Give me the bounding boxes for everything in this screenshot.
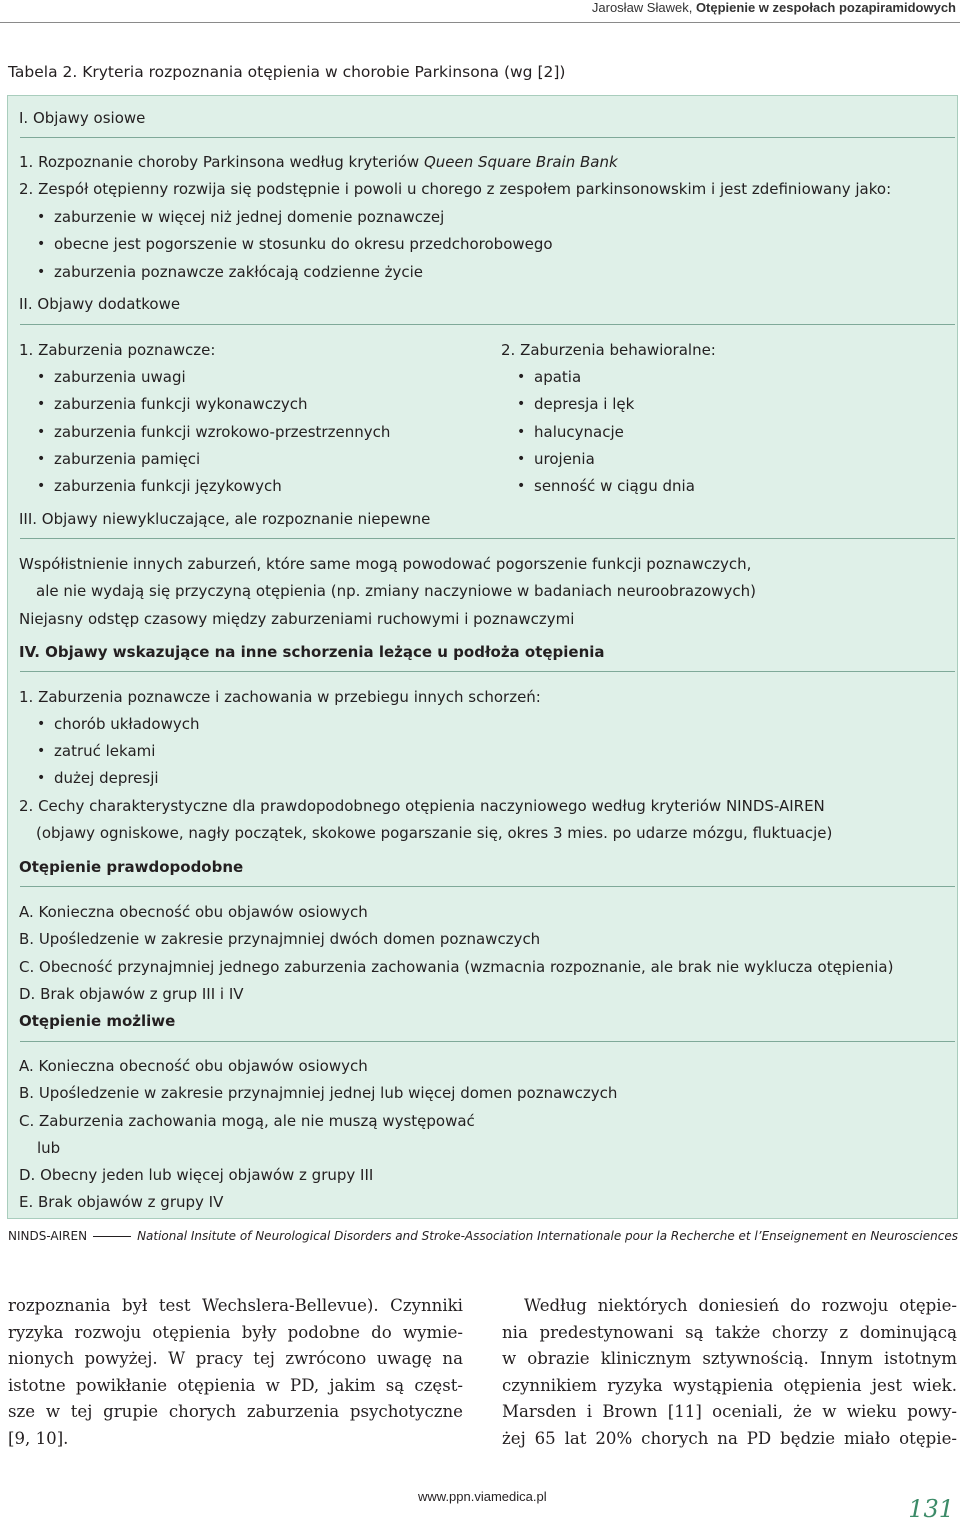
- body-line: nia predestynowani są także chorzy z dominującą: [502, 1322, 957, 1342]
- cognitive-disorder-item: • zaburzenia funkcji wykonawczych: [54, 394, 308, 414]
- body-line: Według niektórych doniesień do rozwoju otępie-: [524, 1296, 957, 1315]
- body-line: nionych powyżej. W pracy tej zwrócono uwagę na: [8, 1349, 463, 1368]
- behavioral-disorder-item: • apatia: [534, 367, 581, 387]
- section-2-title: II. Objawy dodatkowe: [19, 295, 181, 313]
- table-footnote: [8, 1228, 958, 1244]
- section-3-line: Współistnienie innych zaburzeń, które same mogą powodować pogorszenie funkcji poznawczych,: [19, 555, 752, 573]
- probable-dementia-criterion: A. Konieczna obecność obu objawów osiowych: [19, 903, 368, 921]
- cognitive-disorders-title: 1. Zaburzenia poznawcze:: [19, 341, 216, 359]
- page-number: 131: [908, 1495, 954, 1523]
- possible-dementia-criterion: E. Brak objawów z grupy IV: [19, 1193, 224, 1211]
- body-line: żej 65 lat 20% chorych na PD będzie miało otępie-: [502, 1428, 957, 1448]
- section-4-bullet: • zatruć lekami: [54, 741, 155, 761]
- behavioral-disorder-item: • halucynacje: [534, 422, 624, 442]
- section-1-bullet: • zaburzenie w więcej niż jednej domenie poznawczej: [54, 207, 444, 227]
- section-4-item-1: 1. Zaburzenia poznawcze i zachowania w przebiegu innych schorzeń:: [19, 688, 541, 706]
- section-2-rule: [20, 324, 955, 325]
- body-line: [9, 10].: [8, 1428, 69, 1448]
- section-4-bullet: • chorób układowych: [54, 714, 199, 734]
- behavioral-disorders-title: 2. Zaburzenia behawioralne:: [501, 341, 716, 359]
- section-3-rule: [20, 538, 955, 539]
- table-caption: Tabela 2. Kryteria rozpoznania otępienia w chorobie Parkinsona (wg [2]): [8, 63, 566, 81]
- body-column-left: [8, 1293, 463, 1452]
- section-1-rule: [20, 137, 955, 138]
- running-head-author: Jarosław Sławek,: [591, 0, 696, 15]
- section-1-item-2: 2. Zespół otępienny rozwija się podstępnie i powoli u chorego z zespołem parkinsonowskim i jest zdefiniowany jako:: [19, 180, 892, 198]
- body-line: Marsden i Brown [11] oceniali, że w wieku powy-: [502, 1402, 957, 1421]
- cognitive-disorder-item: • zaburzenia pamięci: [54, 449, 200, 469]
- behavioral-disorder-item: • depresja i lęk: [534, 394, 634, 414]
- probable-dementia-criterion: B. Upośledzenie w zakresie przynajmniej dwóch domen poznawczych: [19, 930, 541, 948]
- cognitive-disorder-item: • zaburzenia funkcji językowych: [54, 476, 282, 496]
- cognitive-disorder-item: • zaburzenia uwagi: [54, 367, 186, 387]
- body-line: w obrazie klinicznym sztywnością. Innym istotnym: [502, 1349, 957, 1368]
- possible-dementia-criterion: A. Konieczna obecność obu objawów osiowych: [19, 1057, 368, 1075]
- possible-dementia-criterion: D. Obecny jeden lub więcej objawów z grupy III: [19, 1166, 374, 1184]
- section-4-title: IV. Objawy wskazujące na inne schorzenia leżące u podłoża otępienia: [19, 643, 605, 661]
- probable-dementia-criterion: C. Obecność przynajmniej jednego zaburzenia zachowania (wzmacnia rozpoznanie, ale brak nie wyklucza otępienia): [19, 958, 894, 976]
- section-1-bullet: • obecne jest pogorszenie w stosunku do okresu przedchorobowego: [54, 234, 553, 254]
- probable-dementia-criterion: D. Brak objawów z grup III i IV: [19, 985, 244, 1003]
- section-1-title: I. Objawy osiowe: [19, 109, 146, 127]
- body-line: istotne powikłanie otępienia w PD, jakim są częst-: [8, 1375, 463, 1395]
- possible-dementia-criterion: B. Upośledzenie w zakresie przynajmniej jednej lub więcej domen poznawczych: [19, 1084, 618, 1102]
- footnote-text: National Insitute of Neurological Disorders and Stroke-Association Internationale pour la Recherche et l’Enseignement en Neurosciences: [137, 1229, 958, 1243]
- possible-dementia-or: lub: [37, 1139, 61, 1157]
- section-3-title: III. Objawy niewykluczające, ale rozpoznanie niepewne: [19, 510, 431, 528]
- possible-dementia-rule: [20, 1041, 955, 1042]
- behavioral-disorder-item: • urojenia: [534, 449, 595, 469]
- behavioral-disorder-item: • senność w ciągu dnia: [534, 476, 695, 496]
- footer-url: www.ppn.viamedica.pl: [418, 1489, 547, 1504]
- probable-dementia-title: Otępienie prawdopodobne: [19, 858, 244, 876]
- running-head-title: Otępienie w zespołach pozapiramidowych: [695, 0, 956, 15]
- probable-dementia-rule: [20, 886, 955, 887]
- possible-dementia-criterion: C. Zaburzenia zachowania mogą, ale nie muszą występować: [19, 1112, 475, 1130]
- section-1-bullet: • zaburzenia poznawcze zakłócają codzienne życie: [54, 262, 423, 282]
- body-line: czynnikiem ryzyka wystąpienia otępienia jest wiek.: [502, 1375, 957, 1395]
- section-4-rule: [20, 671, 955, 672]
- section-3-line: ale nie wydają się przyczyną otępienia (np. zmiany naczyniowe w badaniach neuroobrazowych): [36, 582, 756, 600]
- section-3-line: Niejasny odstęp czasowy między zaburzeniami ruchowymi i poznawczymi: [19, 610, 575, 628]
- section-1-item-1-italic: Queen Square Brain Bank: [423, 153, 618, 171]
- section-1-item-1-text: 1. Rozpoznanie choroby Parkinsona według kryteriów: [19, 153, 424, 171]
- body-column-right: [502, 1293, 957, 1452]
- body-line: ryzyka rozwoju otępienia były podobne do wymie-: [8, 1322, 463, 1342]
- possible-dementia-title: Otępienie możliwe: [19, 1012, 176, 1030]
- section-4-item-2: 2. Cechy charakterystyczne dla prawdopodobnego otępienia naczyniowego według kryteriów NINDS-AIREN: [19, 797, 825, 815]
- cognitive-disorder-item: • zaburzenia funkcji wzrokowo-przestrzennych: [54, 422, 390, 442]
- header-rule: [0, 22, 960, 23]
- footnote-dash: [93, 1236, 131, 1237]
- body-line: rozpoznania był test Wechslera-Bellevue). Czynniki: [8, 1296, 463, 1315]
- criteria-table: [7, 95, 958, 1219]
- body-line: sze w tej grupie chorych zaburzenia psychotyczne: [8, 1402, 463, 1421]
- footnote-abbreviation: NINDS-AIREN: [8, 1229, 88, 1243]
- running-head: [592, 0, 956, 16]
- section-4-item-2-continued: (objawy ogniskowe, nagły początek, skokowe pogarszanie się, okres 3 mies. po udarze mózgu, fluktuacje): [36, 824, 833, 842]
- section-4-bullet: • dużej depresji: [54, 768, 159, 788]
- section-1-item-1: [19, 152, 618, 172]
